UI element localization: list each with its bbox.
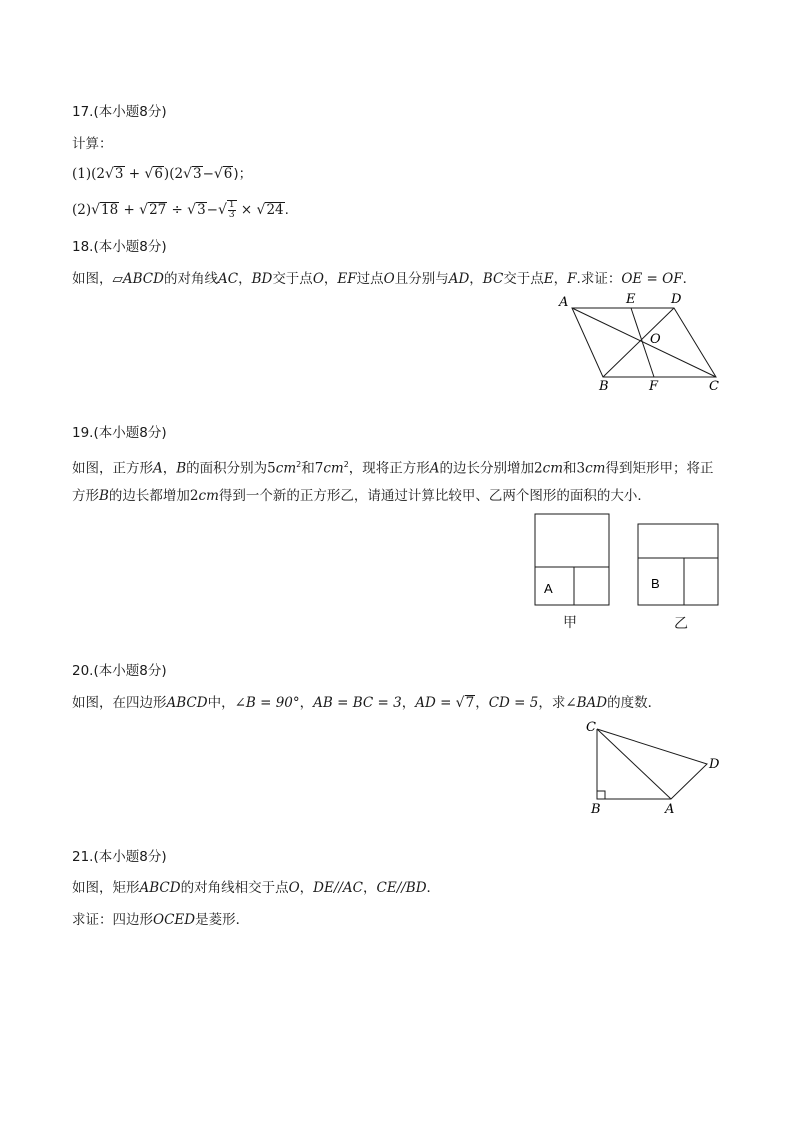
q21-header: 21.(本小题8分): [72, 849, 167, 865]
q17-header: 17.(本小题8分): [72, 104, 167, 120]
q18-text: 如图，▱ABCD的对角线AC，BD交于点O，EF过点O且分别与AD，BC交于点E，F.求证：OE = OF．: [72, 271, 697, 287]
label-o: O: [650, 332, 661, 347]
label-d: D: [671, 292, 682, 307]
label-e: E: [626, 292, 636, 307]
caption-jia: 甲: [563, 615, 577, 631]
label-d: D: [709, 757, 720, 772]
q19-header: 19.(本小题8分): [72, 425, 167, 441]
q20-header: 20.(本小题8分): [72, 663, 167, 679]
label-a: A: [559, 295, 569, 310]
q18-header: 18.(本小题8分): [72, 239, 167, 255]
square-a-label: A: [544, 581, 553, 596]
q21-text: 如图，矩形ABCD的对角线相交于点O，DE//AC，CE//BD．: [72, 880, 441, 896]
q19-line1: 如图，正方形A，B的面积分别为$5cm^2$和$7cm^2$，现将正方形A的边长分别增加2cm和3cm得到矩形甲；将正: [72, 460, 714, 477]
q17-intro: 计算：: [72, 136, 113, 152]
caption-yi: 乙: [674, 616, 688, 632]
label-b: B: [591, 802, 601, 817]
q21-proof: 求证：四边形OCED是菱形．: [72, 912, 250, 928]
right-angle-mark: [597, 791, 605, 799]
label-c: C: [709, 379, 719, 394]
label-c: C: [586, 720, 596, 735]
quadrilateral-abcd: [597, 729, 707, 799]
q20-text: 如图，在四边形ABCD中，∠B = 90°，AB = BC = 3，AD = √7，CD = 5，求∠BAD的度数．: [72, 695, 662, 711]
fraction: $\frac{1}{3}$: [228, 200, 235, 220]
diagonal-ca: [597, 729, 671, 799]
square-b-label: B: [651, 576, 660, 591]
label-f: F: [649, 379, 659, 394]
label-a: A: [665, 802, 675, 817]
label-b: B: [599, 379, 609, 394]
q17-part2: (2)√18 + √27 ÷ √3−√ $\frac{1}{3}$ × √24.: [72, 200, 289, 220]
q19-line2: 方形B的边长都增加2cm得到一个新的正方形乙，请通过计算比较甲、乙两个图形的面积的大小．: [72, 488, 651, 504]
q17-part1: (1)(2√3 + √6)(2√3−√6)；: [72, 166, 253, 182]
